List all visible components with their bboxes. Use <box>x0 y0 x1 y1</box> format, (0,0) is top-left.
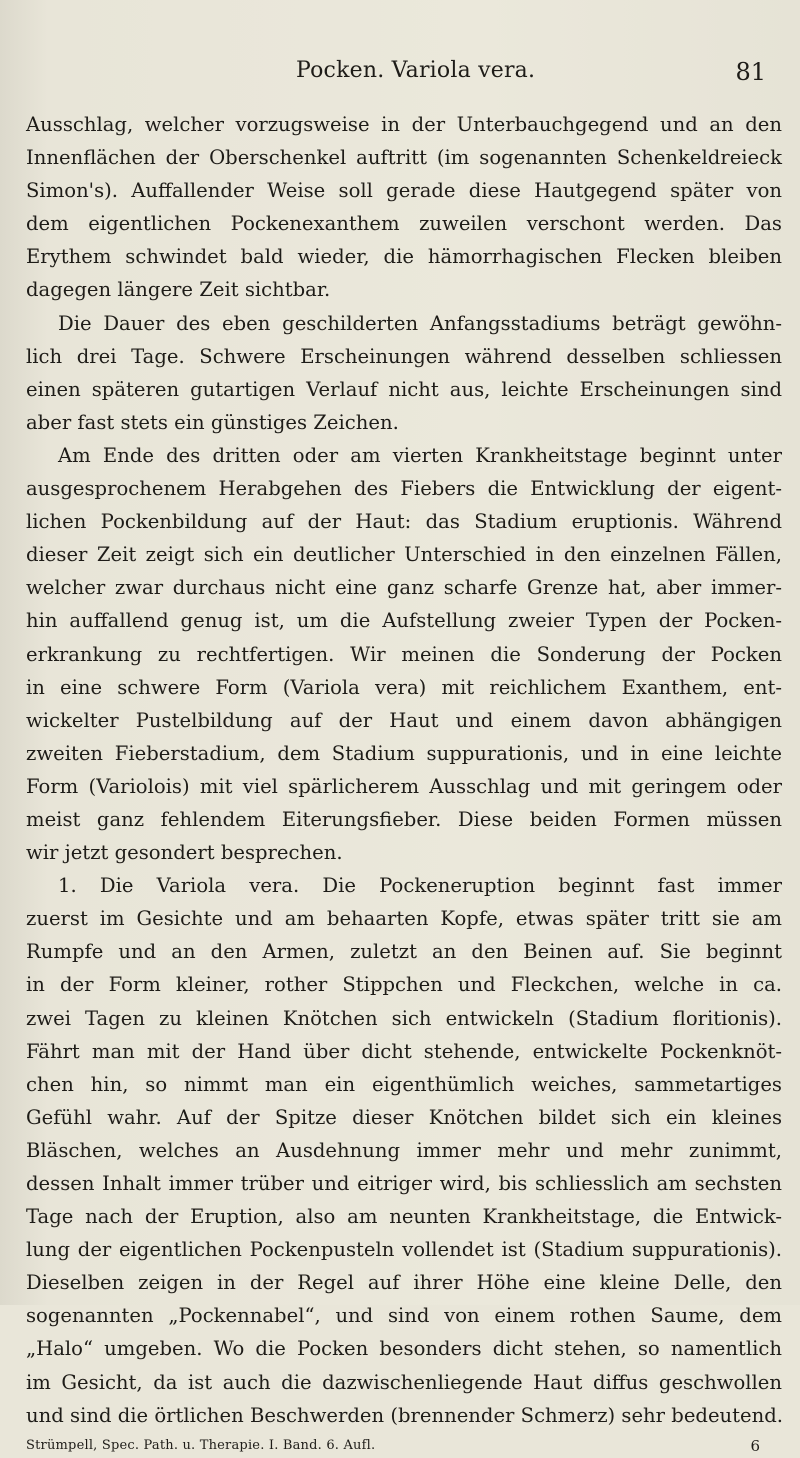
text-line: zwei Tagen zu kleinen Knötchen sich entwickeln (Stadium floritionis). <box>26 1006 782 1030</box>
text-line: dieser Zeit zeigt sich ein deutlicher Unterschied in den einzelnen Fällen, <box>26 543 782 567</box>
text-line: Dieselben zeigen in der Regel auf ihrer Höhe eine kleine Delle, den <box>26 1271 782 1295</box>
text-line: welcher zwar durchaus nicht eine ganz scharfe Grenze hat, aber immer- <box>26 576 782 600</box>
text-line: dagegen längere Zeit sichtbar. <box>26 278 331 302</box>
footer-citation: Strümpell, Spec. Path. u. Therapie. I. Band. 6. Aufl. <box>26 1437 376 1453</box>
text-line: wickelter Pustelbildung auf der Haut und einem davon abhängigen <box>26 708 782 732</box>
text-line: lung der eigentlichen Pockenpusteln vollendet ist (Stadium suppurationis). <box>26 1238 782 1262</box>
text-line: Tage nach der Eruption, also am neunten Krankheitstage, die Entwick- <box>26 1205 782 1229</box>
text-line: und sind die örtlichen Beschwerden (brennender Schmerz) sehr bedeutend. <box>26 1403 784 1427</box>
text-line: lich drei Tage. Schwere Erscheinungen während desselben schliessen <box>26 344 782 368</box>
text-line: im Gesicht, da ist auch die dazwischenliegende Haut diffus geschwollen <box>26 1370 782 1394</box>
text-line: Rumpfe und an den Armen, zuletzt an den Beinen auf. Sie beginnt <box>26 940 782 964</box>
text-line: hin auffallend genug ist, um die Aufstellung zweier Typen der Pocken- <box>26 609 782 633</box>
text-line: Ausschlag, welcher vorzugsweise in der Unterbauchgegend und an den <box>26 113 782 136</box>
body-text <box>26 108 782 1458</box>
text-line: Fährt man mit der Hand über dicht stehende, entwickelte Pockenknöt- <box>26 1039 782 1063</box>
text-line: ausgesprochenem Herabgehen des Fiebers die Entwicklung der eigent- <box>26 477 782 501</box>
text-line: zweiten Fieberstadium, dem Stadium suppurationis, und in eine leichte <box>26 741 782 765</box>
signature-mark: 6 <box>750 1436 760 1455</box>
page-footer <box>26 1434 782 1458</box>
text-line: Gefühl wahr. Auf der Spitze dieser Knötchen bildet sich ein kleines <box>26 1105 782 1129</box>
text-line: sogenannten „Pockennabel“, und sind von einem rothen Saume, dem <box>26 1304 782 1328</box>
text-line: dem eigentlichen Pockenexanthem zuweilen verschont werden. Das <box>26 212 782 236</box>
text-line: wir jetzt gesondert besprechen. <box>26 841 343 865</box>
page-header <box>0 58 800 92</box>
text-line: Die Dauer des eben geschilderten Anfangsstadiums beträgt gewöhn- <box>58 311 782 335</box>
text-line: in eine schwere Form (Variola vera) mit reichlichem Exanthem, ent- <box>26 675 782 699</box>
text-line: 1. Die Variola vera. Die Pockeneruption beginnt fast immer <box>58 874 782 898</box>
text-line: aber fast stets ein günstiges Zeichen. <box>26 410 399 434</box>
text-line: chen hin, so nimmt man ein eigenthümlich weiches, sammetartiges <box>26 1072 782 1096</box>
text-line: lichen Pockenbildung auf der Haut: das Stadium eruptionis. Während <box>26 510 782 534</box>
text-line: erkrankung zu rechtfertigen. Wir meinen die Sonderung der Pocken <box>26 642 782 666</box>
text-line: meist ganz fehlendem Eiterungsfieber. Diese beiden Formen müssen <box>26 807 782 831</box>
text-line: Simon's). Auffallender Weise soll gerade diese Hautgegend später von <box>26 179 782 203</box>
text-line: „Halo“ umgeben. Wo die Pocken besonders dicht stehen, so namentlich <box>26 1337 782 1361</box>
text-line: zuerst im Gesichte und am behaarten Kopfe, etwas später tritt sie am <box>26 907 782 931</box>
text-line: dessen Inhalt immer trüber und eitriger wird, bis schliesslich am sechsten <box>26 1172 782 1195</box>
text-line: Form (Variolois) mit viel spärlicherem Ausschlag und mit geringem oder <box>26 774 782 798</box>
text-line: Erythem schwindet bald wieder, die hämorrhagischen Flecken bleiben <box>26 245 782 269</box>
page-number: 81 <box>735 58 766 86</box>
text-line: einen späteren gutartigen Verlauf nicht aus, leichte Erscheinungen sind <box>26 377 782 401</box>
text-line: in der Form kleiner, rother Stippchen und Fleckchen, welche in ca. <box>26 973 782 997</box>
text-line: Am Ende des dritten oder am vierten Krankheitstage beginnt unter <box>58 443 782 467</box>
text-line: Innenflächen der Oberschenkel auftritt (im sogenannten Schenkeldreieck <box>26 146 782 170</box>
text-line: Bläschen, welches an Ausdehnung immer mehr und mehr zunimmt, <box>26 1138 782 1162</box>
running-head: Pocken. Variola vera. <box>296 58 536 83</box>
